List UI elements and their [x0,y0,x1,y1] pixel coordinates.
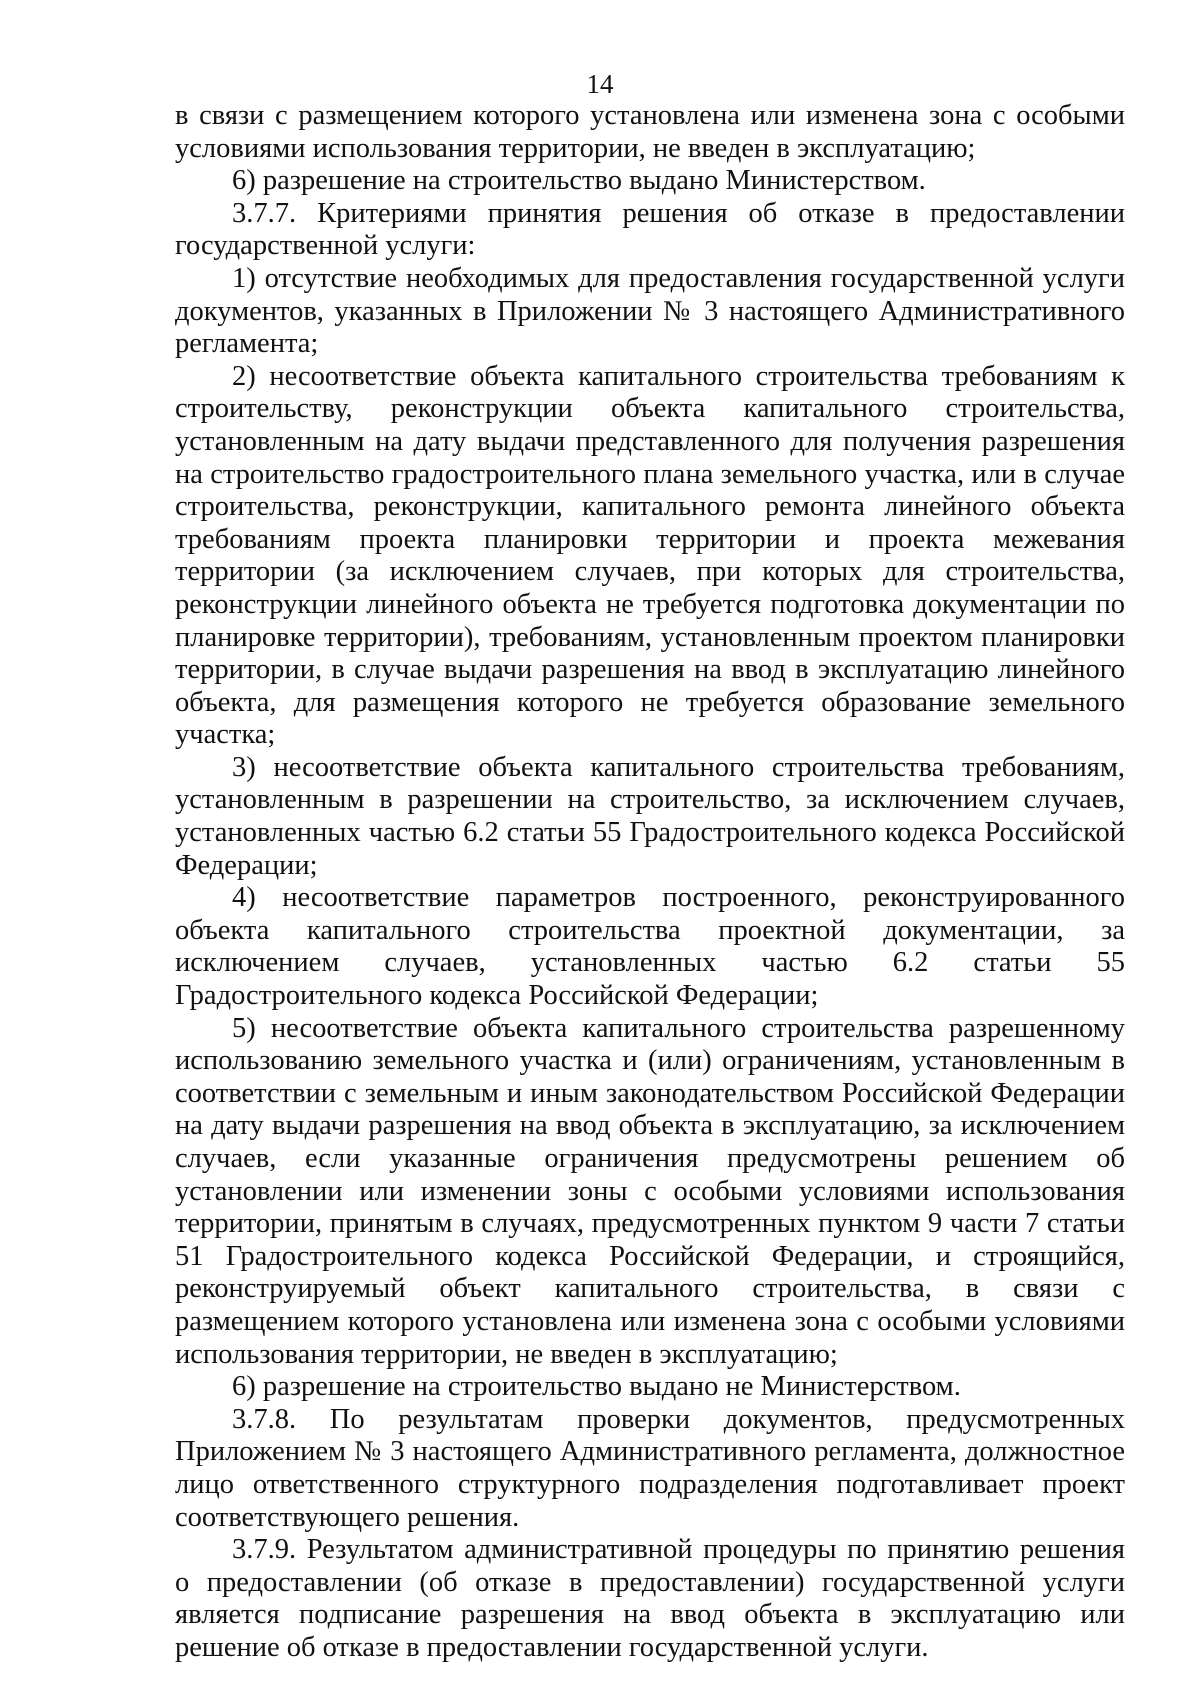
document-body [175,100,1125,1665]
paragraph-3-7-8: 3.7.8. По результатам проверки документов, предусмотренных Приложением № 3 настоящего Административного регламента, должностное лицо ответственного структурного подразделения подготавливает проект соответствующего решения. [175,1403,1125,1533]
paragraph-3-7-9: 3.7.9. Результатом административной процедуры по принятию решения о предоставлении (об отказе в предоставлении) государственной услуги является подписание разрешения на ввод объекта в эксплуатацию или решение об отказе в предоставлении государственной услуги. [175,1534,1125,1663]
paragraph-criterion-4: 4) несоответствие параметров построенного, реконструированного объекта капитального строительства проектной документации, за исключением случаев, установленных частью 6.2 статьи 55 Градостроительного кодекса Российской Федерации; [175,882,1125,1012]
paragraph-criterion-5: 5) несоответствие объекта капитального строительства разрешенному использованию земельного участка и (или) ограничениям, установленным в соответствии с земельным и иным законодательством Российской Федерации на дату выдачи разрешения на ввод объекта в эксплуатацию, за исключением случаев, если указанные ограничения предусмотрены решением об установлении или изменении зоны с особыми условиями использования территории, принятым в случаях, предусмотренных пунктом 9 части 7 статьи 51 Градостроительного кодекса Российской Федерации, и строящийся, реконструируемый объект капитального строительства, в связи с размещением которого установлена или изменена зона с особыми условиями использования территории, не введен в эксплуатацию; [175,1012,1125,1370]
paragraph-criterion-2: 2) несоответствие объекта капитального строительства требованиям к строительству, реконструкции объекта капитального строительства, установленным на дату выдачи представленного для получения разрешения на строительство градостроительного плана земельного участка, или в случае строительства, реконструкции, капитального ремонта линейного объекта требованиям проекта планировки территории и проекта межевания территории (за исключением случаев, при которых для строительства, реконструкции линейного объекта не требуется подготовка документации по планировке территории), требованиям, установленным проектом планировки территории, в случае выдачи разрешения на ввод в эксплуатацию линейного объекта, для размещения которого не требуется образование земельного участка; [175,360,1125,751]
paragraph-continuation: в связи с размещением которого установлена или изменена зона с особыми условиями использования территории, не введен в эксплуатацию; [175,100,1125,164]
paragraph-3-7-7: 3.7.7. Критериями принятия решения об отказе в предоставлении государственной услуги: [175,197,1125,262]
page-number: 14 [586,69,614,99]
paragraph-item-6-ministry: 6) разрешение на строительство выдано Министерством. [232,165,926,197]
paragraph-criterion-3: 3) несоответствие объекта капитального строительства требованиям, установленным в разрешении на строительство, за исключением случаев, установленных частью 6.2 статьи 55 Градостроительного кодекса Российской Федерации; [175,751,1125,881]
paragraph-criterion-6: 6) разрешение на строительство выдано не Министерством. [232,1371,961,1403]
paragraph-criterion-1: 1) отсутствие необходимых для предоставления государственной услуги документов, указанных в Приложении № 3 настоящего Административного регламента; [175,262,1125,360]
